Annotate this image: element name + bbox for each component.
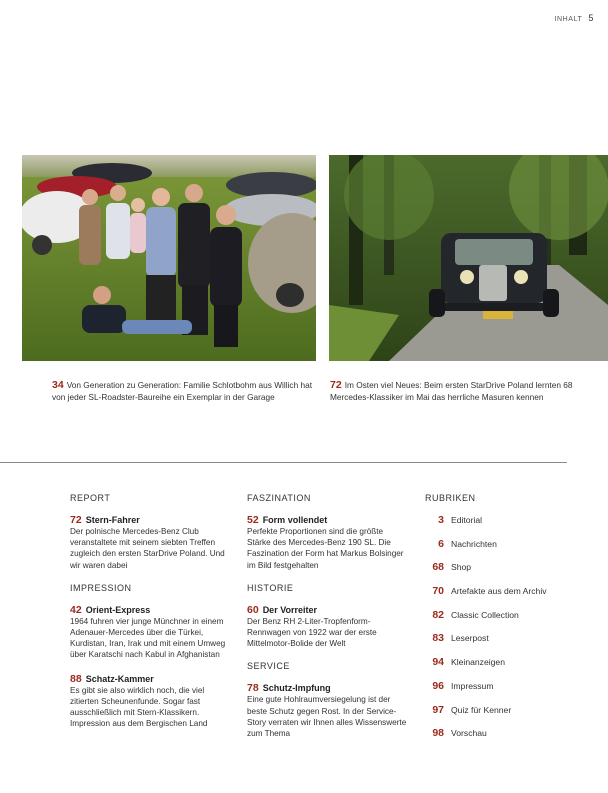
rubrik-item-nachrichten[interactable] — [425, 538, 585, 562]
column-faszination-historie-service — [247, 493, 407, 751]
entry-text: 1964 fuhren vier junge Münchner in einem Adenauer-Mercedes über die Türkei, Kurdistan, Iran, Irak und mit einem Umweg über Karatschi nach Kabul in Afghanistan — [70, 616, 226, 660]
caption-right-text: Im Osten viel Neues: Beim ersten StarDrive Poland lernten 68 Mercedes-Klassiker im Mai das herrliche Masuren kennen — [330, 380, 573, 402]
rubrik-page: 94 — [432, 656, 444, 669]
stardrive-poland-photo — [329, 155, 608, 361]
page-number: 5 — [588, 13, 594, 23]
rubrik-page: 6 — [438, 537, 444, 550]
rubrik-label: Kleinanzeigen — [451, 657, 505, 668]
entry-page: 72 — [70, 514, 82, 526]
entry-page: 52 — [247, 514, 259, 526]
entry-page: 60 — [247, 603, 259, 616]
rubrik-item-editorial[interactable] — [425, 514, 585, 538]
divider-rule — [0, 462, 567, 463]
section-title-service: SERVICE — [247, 661, 290, 672]
entry-text: Der Benz RH 2-Liter-Tropfenform-Rennwagen von 1922 war der erste Mittelmotor-Bolide der Welt — [247, 616, 377, 649]
entry-page: 42 — [70, 603, 82, 616]
rubriken-list — [425, 514, 585, 751]
rubrik-item-quiz[interactable] — [425, 704, 585, 728]
family-sl-photo — [22, 155, 316, 361]
toc-entry-schatz-kammer[interactable] — [70, 673, 230, 730]
entry-page: 78 — [247, 682, 259, 695]
rubrik-item-leserpost[interactable] — [425, 632, 585, 656]
section-title-historie: HISTORIE — [247, 582, 294, 593]
rubrik-item-kleinanzeigen[interactable] — [425, 656, 585, 680]
entry-text: Perfekte Proportionen sind die größte Stärke des Mercedes-Benz 190 SL. Die Faszination der Form hat Markus Bolsinger im Bild festgehalten — [247, 527, 404, 570]
rubrik-label: Shop — [451, 562, 472, 573]
caption-left — [52, 379, 314, 403]
entry-title: Schutz-Impfung — [262, 683, 331, 694]
entry-title: Schatz-Kammer — [85, 673, 154, 684]
entry-text: Es gibt sie also wirklich noch, die viel zitierten Scheunenfunde. Sogar fast ausschließlich mit Stern-Klassikern. Impression aus dem Bergischen Land — [70, 685, 208, 729]
rubrik-page: 68 — [432, 561, 444, 574]
toc-entry-form-vollendet[interactable] — [247, 514, 407, 571]
running-header — [554, 13, 594, 23]
rubrik-page: 97 — [432, 703, 444, 716]
rubrik-item-impressum[interactable] — [425, 680, 585, 704]
toc-entry-schutz-impfung[interactable] — [247, 682, 407, 739]
rubrik-label: Nachrichten — [451, 538, 497, 549]
rubrik-label: Leserpost — [451, 633, 489, 644]
rubrik-label: Quiz für Kenner — [451, 704, 512, 715]
rubrik-page: 98 — [432, 727, 444, 740]
entry-title: Form vollendet — [262, 515, 328, 525]
rubrik-page: 83 — [432, 632, 444, 645]
column-rubriken — [425, 493, 585, 751]
rubrik-label: Classic Collection — [451, 609, 519, 620]
section-title-faszination: FASZINATION — [247, 493, 311, 503]
section-title-impression: IMPRESSION — [70, 582, 132, 593]
entry-text: Der polnische Mercedes-Benz Club veranstaltete mit seinem siebten Treffen zugleich den ersten StarDrive Poland. Und wir waren dabei — [70, 527, 225, 570]
entry-page: 88 — [70, 672, 82, 685]
entry-title: Orient-Express — [85, 604, 151, 615]
toc-entry-stern-fahrer[interactable] — [70, 514, 230, 571]
rubrik-page: 3 — [438, 514, 444, 526]
rubrik-page: 82 — [432, 608, 444, 621]
caption-left-text: Von Generation zu Generation: Familie Schlotbohm aus Willich hat von jeder SL-Roadster-Baureihe ein Exemplar in der Garage — [52, 380, 313, 402]
rubrik-label: Editorial — [451, 515, 483, 525]
caption-right-page: 72 — [330, 379, 342, 391]
column-report-impression — [70, 493, 230, 741]
rubrik-label: Artefakte aus dem Archiv — [451, 586, 547, 597]
entry-title: Stern-Fahrer — [85, 515, 140, 525]
rubrik-item-classic-collection[interactable] — [425, 609, 585, 633]
caption-left-page: 34 — [52, 379, 64, 391]
rubrik-page: 96 — [432, 679, 444, 692]
rubrik-item-artefakte[interactable] — [425, 585, 585, 609]
section-title-rubriken: RUBRIKEN — [425, 493, 476, 503]
rubrik-page: 70 — [432, 585, 444, 598]
section-label: INHALT — [554, 16, 583, 23]
section-title-report: REPORT — [70, 493, 111, 503]
entry-text: Eine gute Hohlraumversiegelung ist der beste Schutz gegen Rost. In der Service-Story verraten wir Ihnen alles Wissenswerte zum Thema — [247, 695, 407, 739]
rubrik-item-shop[interactable] — [425, 561, 585, 585]
entry-title: Der Vorreiter — [262, 604, 318, 615]
rubrik-item-vorschau[interactable] — [425, 727, 585, 751]
caption-right — [330, 379, 600, 403]
toc-entry-der-vorreiter[interactable] — [247, 604, 407, 650]
toc-entry-orient-express[interactable] — [70, 604, 230, 661]
rubrik-label: Vorschau — [451, 728, 487, 739]
rubrik-label: Impressum — [451, 680, 494, 691]
